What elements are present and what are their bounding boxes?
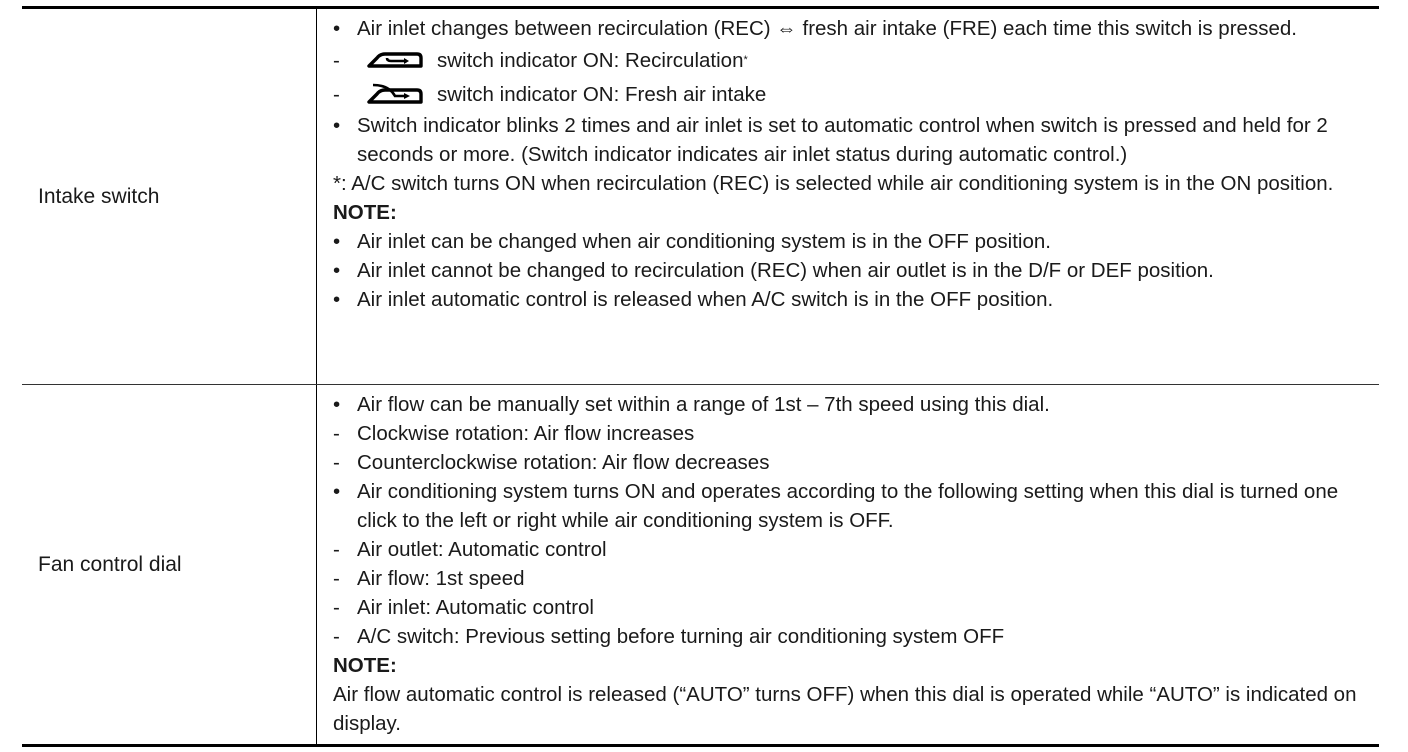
list-item <box>333 535 1369 564</box>
item-text: Air flow can be manually set within a range of 1st – 7th speed using this dial. <box>357 393 1050 416</box>
list-item <box>333 622 1369 651</box>
fresh-air-text: switch indicator ON: Fresh air intake <box>437 82 767 106</box>
spec-table <box>22 6 1379 747</box>
bullet: • <box>333 17 341 40</box>
list-item <box>333 227 1369 256</box>
dash: - <box>333 567 340 590</box>
list-item <box>333 256 1369 285</box>
table-row-intake-switch <box>22 9 1379 384</box>
item-text: Air outlet: Automatic control <box>357 538 607 561</box>
row-label: Intake switch <box>22 9 317 384</box>
list-item <box>333 448 1369 477</box>
list-item <box>333 419 1369 448</box>
table-bottom-rule <box>22 744 1379 747</box>
dash: - <box>333 82 340 106</box>
list-item <box>333 564 1369 593</box>
row-label: Fan control dial <box>22 385 317 744</box>
list-item <box>333 285 1369 314</box>
fresh-air-intake-icon <box>363 83 427 105</box>
item-text: Air conditioning system turns ON and operates according to the following setting when this dial is turned one click to the left or right while air conditioning system is OFF. <box>357 480 1339 532</box>
item-text: Switch indicator blinks 2 times and air inlet is set to automatic control when switch is pressed and held for 2 seconds or more. (Switch indicator indicates air inlet status during automatic control.) <box>357 114 1328 166</box>
note-heading: NOTE: <box>333 654 397 677</box>
list-item <box>333 390 1369 419</box>
item-text: Air flow: 1st speed <box>357 567 525 590</box>
list-item <box>333 77 1369 111</box>
bullet: • <box>333 230 341 253</box>
list-item <box>333 593 1369 622</box>
item-text: A/C switch: Previous setting before turning air conditioning system OFF <box>357 625 1005 648</box>
list-item <box>333 111 1369 169</box>
dash: - <box>333 625 340 648</box>
bullet: • <box>333 393 341 416</box>
item-text: Clockwise rotation: Air flow increases <box>357 422 695 445</box>
dash: - <box>333 451 340 474</box>
item-text: Air inlet changes between recirculation (REC) ⇔ fresh air intake (FRE) each time this switch is pressed. <box>357 17 1297 40</box>
recirculation-text: switch indicator ON: Recirculation <box>437 48 744 72</box>
item-text: Air inlet cannot be changed to recirculation (REC) when air outlet is in the D/F or DEF position. <box>357 259 1214 282</box>
row-description <box>317 385 1379 744</box>
bullet: • <box>333 114 341 137</box>
note-text: Air flow automatic control is released (“AUTO” turns OFF) when this dial is operated while “AUTO” is indicated on display. <box>333 683 1357 735</box>
item-text: Counterclockwise rotation: Air flow decreases <box>357 451 770 474</box>
list-item <box>333 14 1369 43</box>
row-description <box>317 9 1379 384</box>
item-text: Air inlet can be changed when air conditioning system is in the OFF position. <box>357 230 1051 253</box>
dash: - <box>333 538 340 561</box>
bullet: • <box>333 480 341 503</box>
dash: - <box>333 422 340 445</box>
note-heading: NOTE: <box>333 201 397 224</box>
bullet: • <box>333 288 341 311</box>
recirculation-icon <box>363 49 427 71</box>
bullet: • <box>333 259 341 282</box>
table-row-fan-control-dial <box>22 385 1379 744</box>
footnote-text: *: A/C switch turns ON when recirculation (REC) is selected while air conditioning system is in the ON position. <box>333 172 1334 195</box>
item-text: Air inlet: Automatic control <box>357 596 594 619</box>
dash: - <box>333 596 340 619</box>
list-item <box>333 477 1369 535</box>
list-item: - switch indicator ON: Recirculation * <box>333 43 1369 77</box>
dash: - <box>333 48 340 72</box>
item-text: Air inlet automatic control is released when A/C switch is in the OFF position. <box>357 288 1054 311</box>
